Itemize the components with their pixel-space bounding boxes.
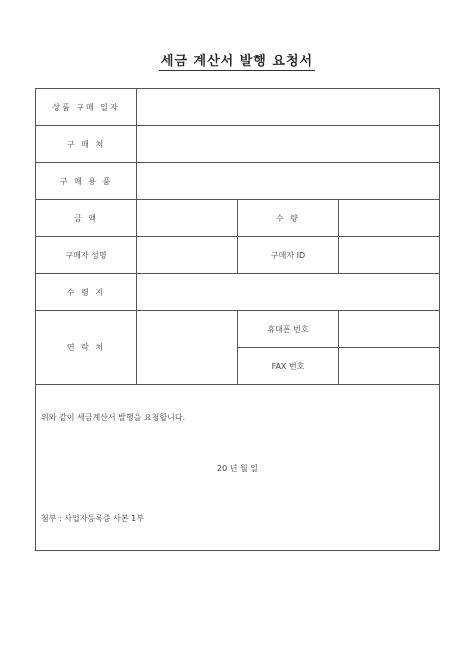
date-line[interactable]: 20 년 월 일 [217,464,258,473]
recipient-label: 수 령 지 [36,274,137,311]
buyer-name-label: 구매자 성명 [36,237,137,274]
document-title-text: 세금 계산서 발행 요청서 [160,54,314,69]
row-buyer [36,237,440,274]
contact-field[interactable] [137,311,238,385]
row-contact-mobile [36,311,440,348]
row-recipient [36,274,440,311]
declaration-text: 위와 같이 세금계산서 발행을 요청합니다. [41,413,186,422]
purchase-date-field[interactable] [137,89,440,126]
row-purchase-date [36,89,440,126]
footer-cell [36,385,440,551]
buyer-id-label: 구매자 ID [238,237,339,274]
attachment-note: 첨부 : 사업자등록증 사본 1부 [41,514,144,523]
quantity-label: 수 량 [238,200,339,237]
request-form-table [35,88,440,551]
recipient-field[interactable] [137,274,440,311]
purchase-date-label: 상품 구매 일자 [36,89,137,126]
amount-label: 금 액 [36,200,137,237]
buyer-name-field[interactable] [137,237,238,274]
contact-label: 연 락 처 [36,311,137,385]
document-title [0,50,474,69]
row-purchaser [36,126,440,163]
purchase-item-label: 구 매 용 품 [36,163,137,200]
fax-field[interactable] [339,348,440,385]
row-purchase-item [36,163,440,200]
fax-label: FAX 번호 [238,348,339,385]
row-amount-quantity [36,200,440,237]
quantity-field[interactable] [339,200,440,237]
row-footer [36,385,440,551]
purchase-item-field[interactable] [137,163,440,200]
purchaser-label: 구 매 처 [36,126,137,163]
mobile-label: 휴대폰 번호 [238,311,339,348]
mobile-field[interactable] [339,311,440,348]
purchaser-field[interactable] [137,126,440,163]
buyer-id-field[interactable] [339,237,440,274]
amount-field[interactable] [137,200,238,237]
